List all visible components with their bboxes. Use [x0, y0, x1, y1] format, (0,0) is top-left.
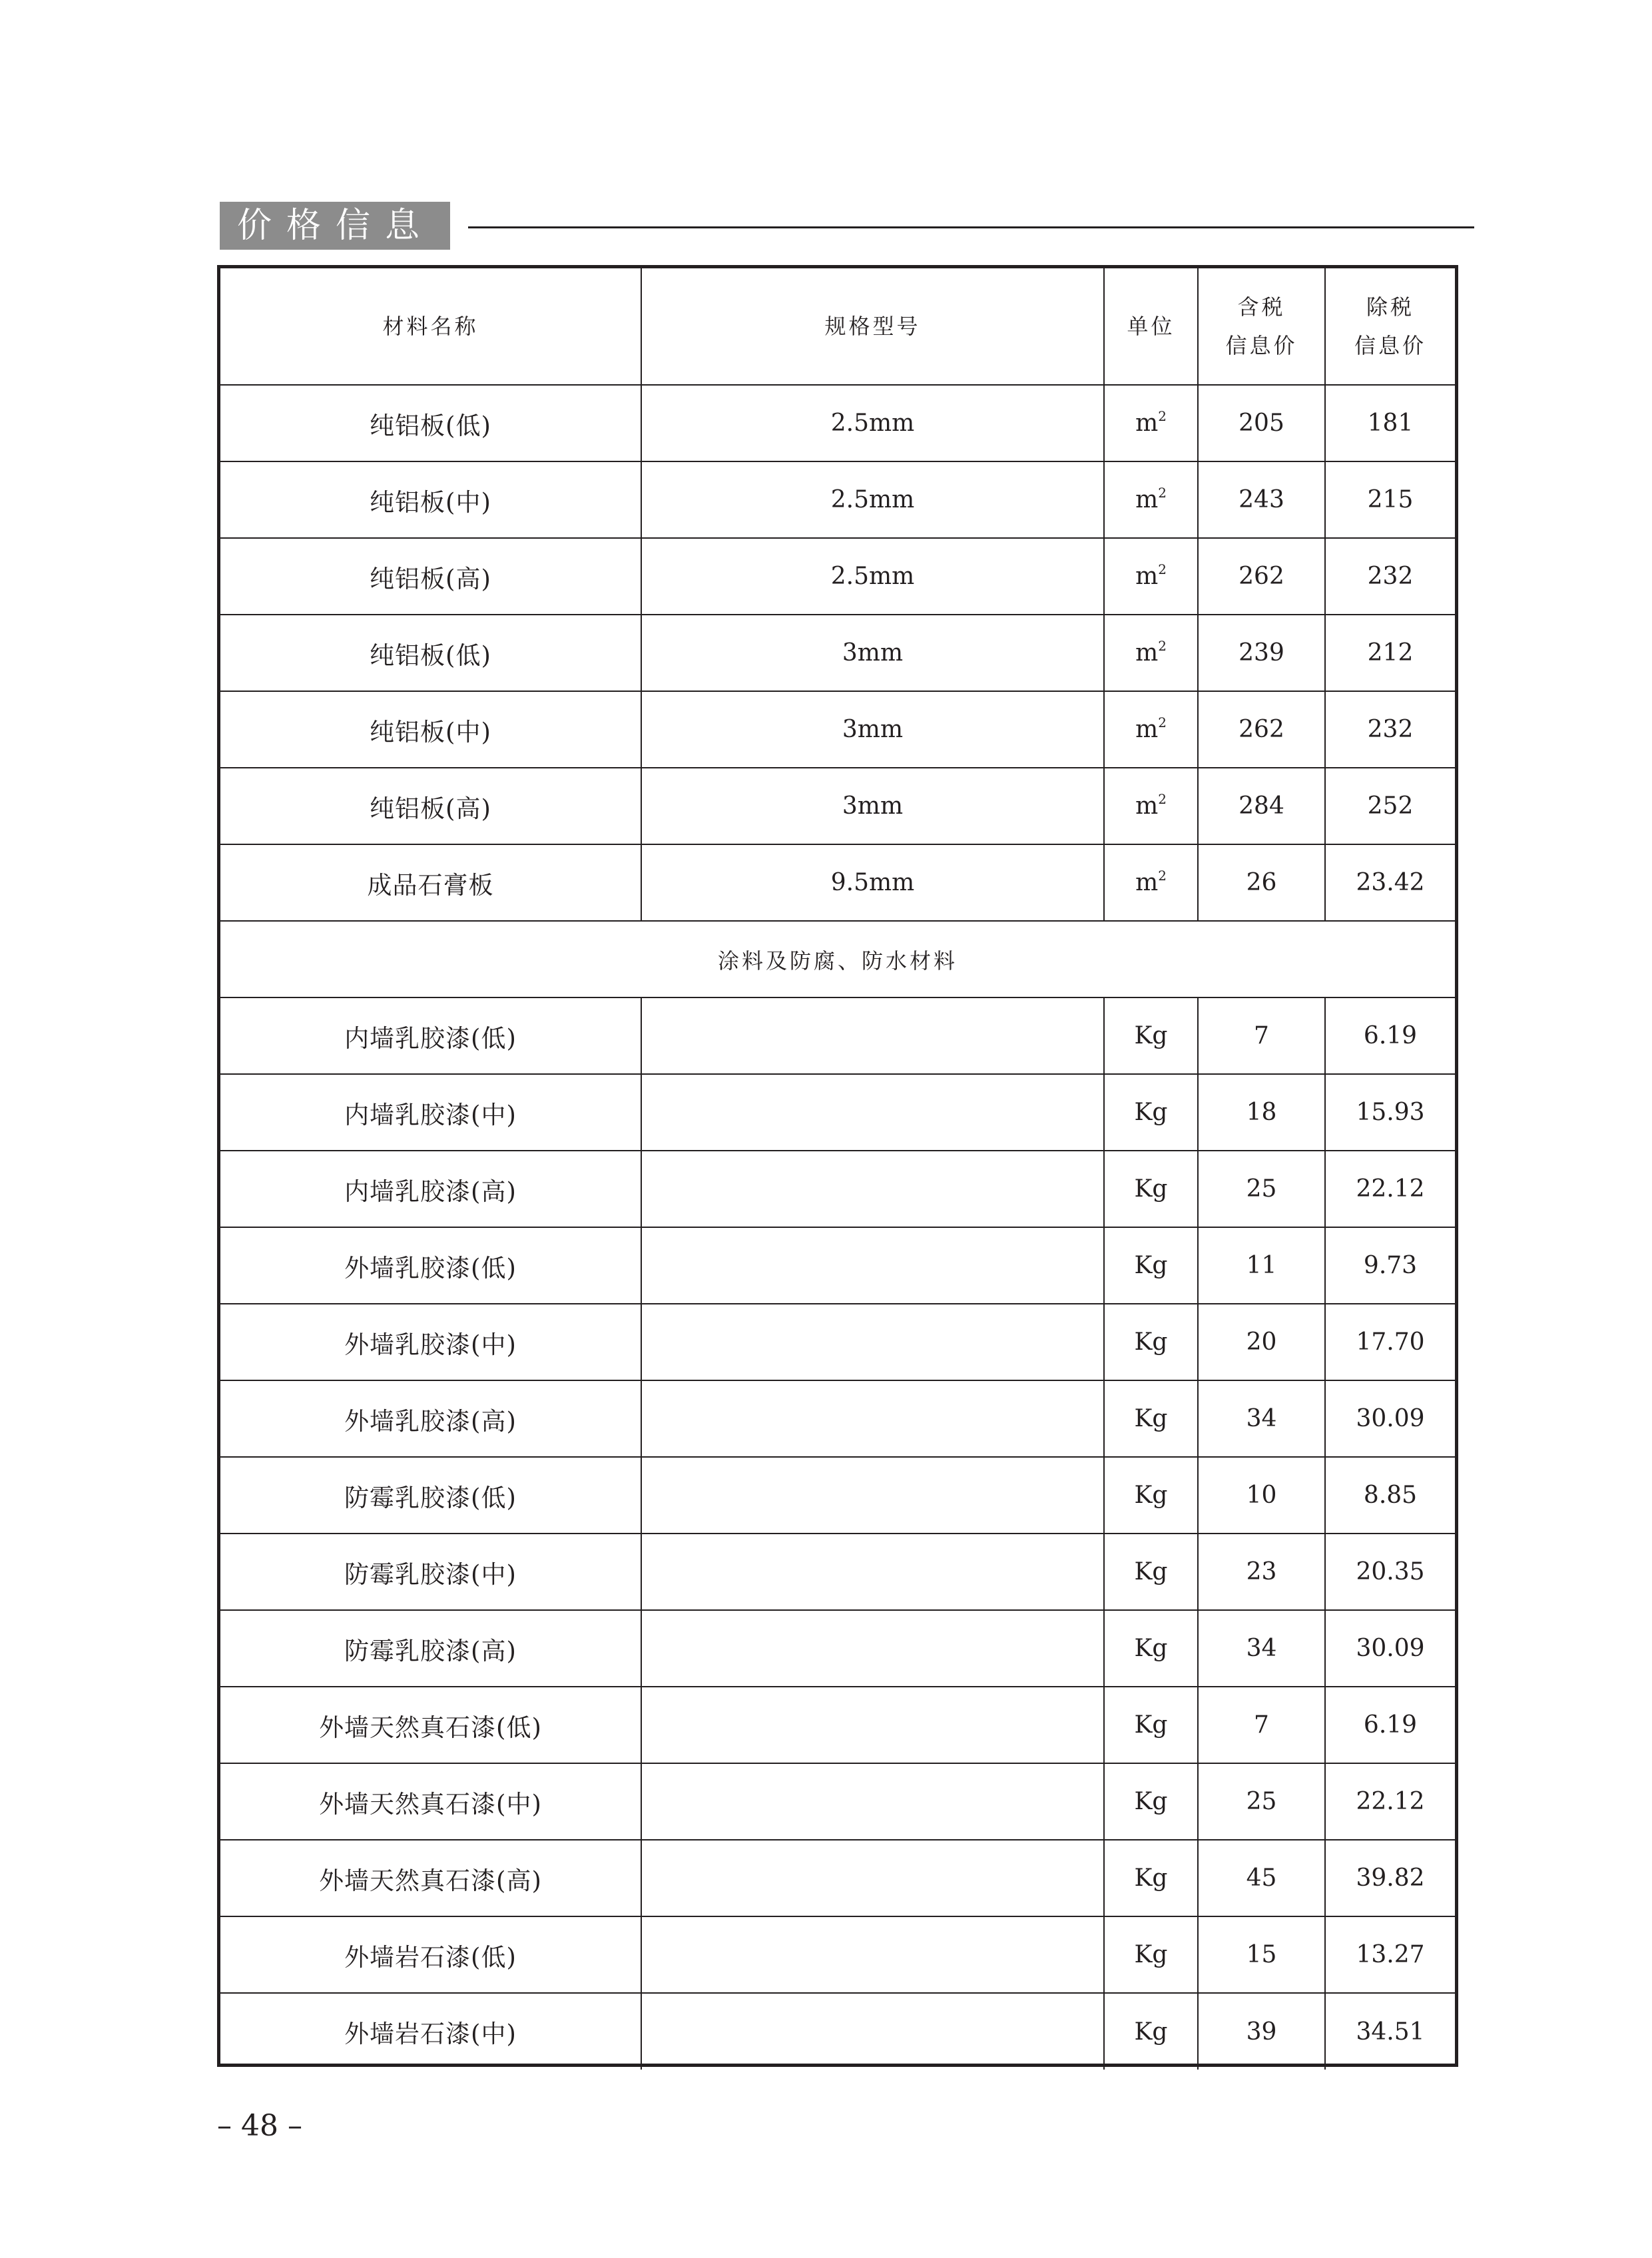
- tax-inclusive-price-cell: 262: [1198, 538, 1325, 615]
- spec-cell: [641, 1763, 1104, 1840]
- tax-inclusive-price-cell: 20: [1198, 1304, 1325, 1380]
- table-row: [220, 538, 1455, 615]
- material-name-cell: 纯铝板(中): [220, 691, 641, 768]
- table-row: [220, 1763, 1455, 1840]
- unit-cell: [1104, 1993, 1198, 2070]
- spec-cell: 2.5mm: [641, 538, 1104, 615]
- tax-exclusive-price-cell: 30.09: [1325, 1610, 1455, 1687]
- table-row: [220, 1534, 1455, 1610]
- unit-text: Kg: [1134, 1864, 1168, 1892]
- tax-exclusive-price-cell: 34.51: [1325, 1993, 1455, 2070]
- header-tax-line2: 信息价: [1225, 333, 1298, 358]
- unit-cell: [1104, 1840, 1198, 1916]
- tax-exclusive-price-cell: 252: [1325, 768, 1455, 844]
- spec-cell: 2.5mm: [641, 461, 1104, 538]
- unit-text: m: [1135, 869, 1159, 896]
- unit-text: Kg: [1134, 1711, 1168, 1739]
- spec-cell: [641, 1993, 1104, 2070]
- unit-text: Kg: [1134, 1252, 1168, 1279]
- material-name-cell: 成品石膏板: [220, 844, 641, 921]
- tax-inclusive-price-cell: 23: [1198, 1534, 1325, 1610]
- material-name-cell: 外墙岩石漆(低): [220, 1916, 641, 1993]
- spec-cell: [641, 1227, 1104, 1304]
- tax-inclusive-price-cell: 39: [1198, 1993, 1325, 2070]
- tax-inclusive-price-cell: 243: [1198, 461, 1325, 538]
- unit-cell: [1104, 1457, 1198, 1534]
- material-name-cell: 纯铝板(低): [220, 385, 641, 461]
- unit-cell: [1104, 461, 1198, 538]
- material-name-cell: 防霉乳胶漆(中): [220, 1534, 641, 1610]
- unit-superscript: 2: [1158, 561, 1167, 577]
- tax-exclusive-price-cell: 232: [1325, 538, 1455, 615]
- spec-cell: [641, 1534, 1104, 1610]
- tax-exclusive-price-cell: 212: [1325, 615, 1455, 691]
- section-label: 涂料及防腐、防水材料: [220, 921, 1455, 997]
- unit-text: Kg: [1134, 1558, 1168, 1585]
- tax-inclusive-price-cell: 15: [1198, 1916, 1325, 1993]
- material-name-cell: 内墙乳胶漆(低): [220, 997, 641, 1074]
- unit-text: m: [1135, 563, 1159, 590]
- table-row: [220, 1151, 1455, 1227]
- material-name-cell: 防霉乳胶漆(低): [220, 1457, 641, 1534]
- material-name-cell: 内墙乳胶漆(高): [220, 1151, 641, 1227]
- tax-exclusive-price-cell: 13.27: [1325, 1916, 1455, 1993]
- tax-exclusive-price-cell: 22.12: [1325, 1763, 1455, 1840]
- spec-cell: [641, 1074, 1104, 1151]
- spec-cell: 3mm: [641, 615, 1104, 691]
- unit-text: Kg: [1134, 1022, 1168, 1049]
- header-tax-exclusive-price: [1325, 268, 1455, 385]
- unit-text: Kg: [1134, 1482, 1168, 1509]
- table-header-row: [220, 268, 1455, 385]
- unit-text: m: [1135, 716, 1159, 743]
- unit-cell: [1104, 1151, 1198, 1227]
- material-name-cell: 纯铝板(中): [220, 461, 641, 538]
- unit-cell: [1104, 385, 1198, 461]
- unit-superscript: 2: [1158, 791, 1167, 807]
- spec-cell: [641, 1304, 1104, 1380]
- tax-inclusive-price-cell: 10: [1198, 1457, 1325, 1534]
- material-name-cell: 内墙乳胶漆(中): [220, 1074, 641, 1151]
- unit-superscript: 2: [1158, 485, 1167, 501]
- tax-exclusive-price-cell: 23.42: [1325, 844, 1455, 921]
- material-name-cell: 纯铝板(高): [220, 768, 641, 844]
- unit-text: Kg: [1134, 1328, 1168, 1356]
- unit-text: m: [1135, 792, 1159, 820]
- tax-inclusive-price-cell: 18: [1198, 1074, 1325, 1151]
- section-title: 价格信息: [220, 202, 450, 250]
- price-table-frame: [217, 265, 1458, 2067]
- spec-cell: [641, 997, 1104, 1074]
- header-tax-inclusive-price: [1198, 268, 1325, 385]
- material-name-cell: 外墙天然真石漆(低): [220, 1687, 641, 1763]
- table-section-row: [220, 921, 1455, 997]
- unit-cell: [1104, 844, 1198, 921]
- spec-cell: [641, 1610, 1104, 1687]
- spec-cell: 2.5mm: [641, 385, 1104, 461]
- spec-cell: [641, 1151, 1104, 1227]
- spec-cell: [641, 1457, 1104, 1534]
- header-net-line1: 除税: [1366, 294, 1414, 320]
- unit-cell: [1104, 1227, 1198, 1304]
- unit-text: m: [1135, 410, 1159, 437]
- unit-text: Kg: [1134, 1941, 1168, 1968]
- table-row: [220, 997, 1455, 1074]
- unit-text: Kg: [1134, 1635, 1168, 1662]
- tax-exclusive-price-cell: 6.19: [1325, 1687, 1455, 1763]
- unit-cell: [1104, 1380, 1198, 1457]
- unit-cell: [1104, 615, 1198, 691]
- unit-cell: [1104, 1763, 1198, 1840]
- material-name-cell: 外墙乳胶漆(中): [220, 1304, 641, 1380]
- header-tax-line1: 含税: [1237, 294, 1286, 320]
- page-number: – 48 –: [217, 2109, 302, 2143]
- spec-cell: [641, 1840, 1104, 1916]
- unit-text: Kg: [1134, 1788, 1168, 1815]
- tax-exclusive-price-cell: 15.93: [1325, 1074, 1455, 1151]
- table-row: [220, 1610, 1455, 1687]
- tax-exclusive-price-cell: 30.09: [1325, 1380, 1455, 1457]
- table-row: [220, 1074, 1455, 1151]
- tax-inclusive-price-cell: 284: [1198, 768, 1325, 844]
- unit-cell: [1104, 1687, 1198, 1763]
- unit-superscript: 2: [1158, 868, 1167, 884]
- table-row: [220, 461, 1455, 538]
- table-row: [220, 1916, 1455, 1993]
- unit-cell: [1104, 1074, 1198, 1151]
- unit-cell: [1104, 1610, 1198, 1687]
- tax-exclusive-price-cell: 181: [1325, 385, 1455, 461]
- spec-cell: 3mm: [641, 768, 1104, 844]
- tax-exclusive-price-cell: 232: [1325, 691, 1455, 768]
- table-row: [220, 1840, 1455, 1916]
- table-row: [220, 1993, 1455, 2070]
- unit-cell: [1104, 1534, 1198, 1610]
- tax-exclusive-price-cell: 8.85: [1325, 1457, 1455, 1534]
- price-table: [220, 268, 1455, 2070]
- unit-text: m: [1135, 486, 1159, 513]
- tax-exclusive-price-cell: 20.35: [1325, 1534, 1455, 1610]
- table-row: [220, 1457, 1455, 1534]
- spec-cell: [641, 1687, 1104, 1763]
- material-name-cell: 外墙天然真石漆(高): [220, 1840, 641, 1916]
- tax-exclusive-price-cell: 22.12: [1325, 1151, 1455, 1227]
- unit-cell: [1104, 997, 1198, 1074]
- material-name-cell: 外墙乳胶漆(低): [220, 1227, 641, 1304]
- table-row: [220, 844, 1455, 921]
- section-header: [220, 202, 1474, 250]
- tax-exclusive-price-cell: 9.73: [1325, 1227, 1455, 1304]
- header-rule: [468, 226, 1474, 228]
- header-material-name: 材料名称: [220, 268, 641, 385]
- table-row: [220, 768, 1455, 844]
- tax-inclusive-price-cell: 25: [1198, 1763, 1325, 1840]
- material-name-cell: 外墙天然真石漆(中): [220, 1763, 641, 1840]
- material-name-cell: 纯铝板(低): [220, 615, 641, 691]
- tax-exclusive-price-cell: 17.70: [1325, 1304, 1455, 1380]
- tax-inclusive-price-cell: 205: [1198, 385, 1325, 461]
- tax-exclusive-price-cell: 39.82: [1325, 1840, 1455, 1916]
- material-name-cell: 纯铝板(高): [220, 538, 641, 615]
- tax-inclusive-price-cell: 26: [1198, 844, 1325, 921]
- material-name-cell: 外墙乳胶漆(高): [220, 1380, 641, 1457]
- tax-inclusive-price-cell: 7: [1198, 997, 1325, 1074]
- spec-cell: 9.5mm: [641, 844, 1104, 921]
- table-row: [220, 1687, 1455, 1763]
- tax-inclusive-price-cell: 262: [1198, 691, 1325, 768]
- header-unit: 单位: [1104, 268, 1198, 385]
- tax-exclusive-price-cell: 215: [1325, 461, 1455, 538]
- table-row: [220, 691, 1455, 768]
- unit-superscript: 2: [1158, 714, 1167, 730]
- table-row: [220, 1380, 1455, 1457]
- unit-cell: [1104, 538, 1198, 615]
- tax-inclusive-price-cell: 11: [1198, 1227, 1325, 1304]
- tax-inclusive-price-cell: 34: [1198, 1380, 1325, 1457]
- table-row: [220, 1304, 1455, 1380]
- tax-inclusive-price-cell: 7: [1198, 1687, 1325, 1763]
- unit-cell: [1104, 1916, 1198, 1993]
- tax-inclusive-price-cell: 25: [1198, 1151, 1325, 1227]
- header-net-line2: 信息价: [1354, 333, 1426, 358]
- unit-cell: [1104, 768, 1198, 844]
- table-row: [220, 385, 1455, 461]
- tax-inclusive-price-cell: 34: [1198, 1610, 1325, 1687]
- material-name-cell: 外墙岩石漆(中): [220, 1993, 641, 2070]
- unit-text: Kg: [1134, 2018, 1168, 2046]
- spec-cell: [641, 1380, 1104, 1457]
- unit-text: Kg: [1134, 1175, 1168, 1203]
- spec-cell: [641, 1916, 1104, 1993]
- unit-text: m: [1135, 639, 1159, 667]
- unit-superscript: 2: [1158, 408, 1167, 424]
- tax-inclusive-price-cell: 239: [1198, 615, 1325, 691]
- unit-text: Kg: [1134, 1099, 1168, 1126]
- unit-cell: [1104, 691, 1198, 768]
- table-row: [220, 615, 1455, 691]
- material-name-cell: 防霉乳胶漆(高): [220, 1610, 641, 1687]
- header-spec-model: 规格型号: [641, 268, 1104, 385]
- unit-cell: [1104, 1304, 1198, 1380]
- tax-exclusive-price-cell: 6.19: [1325, 997, 1455, 1074]
- unit-superscript: 2: [1158, 638, 1167, 654]
- spec-cell: 3mm: [641, 691, 1104, 768]
- unit-text: Kg: [1134, 1405, 1168, 1432]
- tax-inclusive-price-cell: 45: [1198, 1840, 1325, 1916]
- table-row: [220, 1227, 1455, 1304]
